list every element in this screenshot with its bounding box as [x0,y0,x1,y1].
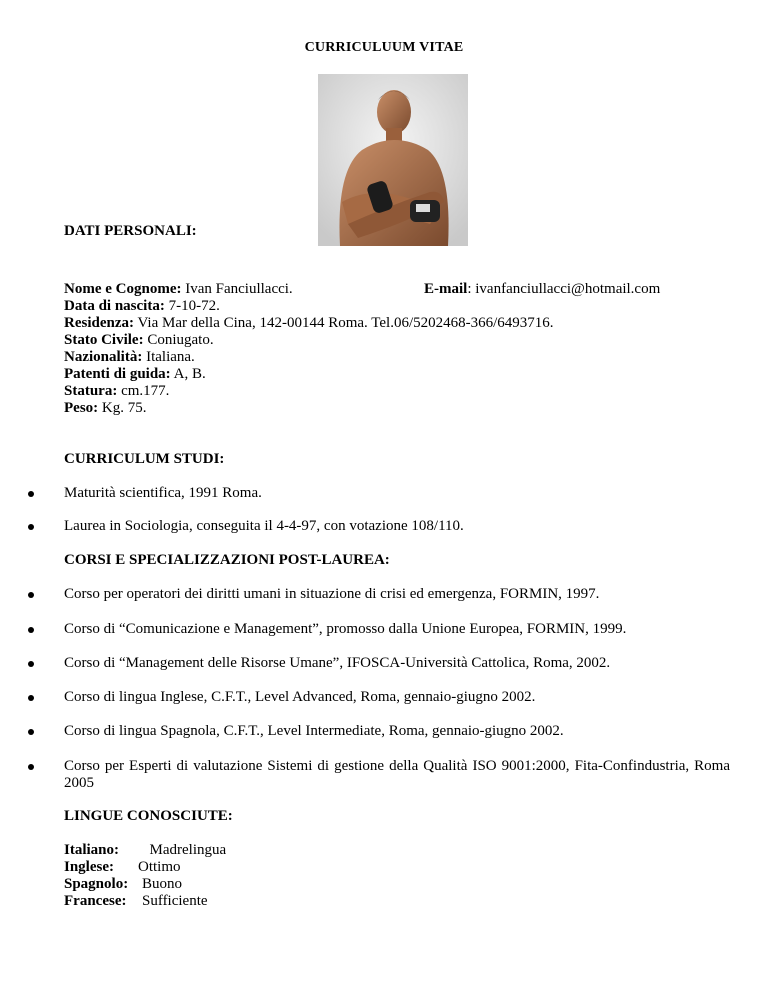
bullet-icon [28,729,34,735]
courses-heading: CORSI E SPECIALIZZAZIONI POST-LAUREA: [64,552,390,568]
list-item [26,485,730,502]
birth-value: 7-10-72. [164,298,220,314]
language-level: Sufficiente [142,893,208,909]
civil-status-label: Stato Civile: [64,332,144,348]
license-line [64,366,206,383]
email-value: : ivanfanciullacci@hotmail.com [467,281,661,297]
course-item: Corso di “Management delle Risorse Umane”, IFOSCA-Università Cattolica, Roma, 2002. [64,655,611,671]
birth-label: Data di nascita: [64,298,165,314]
bullet-icon [28,524,34,530]
birth-line [64,298,220,315]
nationality-value: Italiana. [142,349,195,365]
bullet-icon [28,661,34,667]
document-title: CURRICULUUM VITAE [304,40,464,55]
language-level: Ottimo [138,859,181,875]
course-item: Corso di lingua Spagnola, C.F.T., Level Intermediate, Roma, gennaio-giugno 2002. [64,723,564,739]
language-row [64,876,182,893]
bullet-icon [28,695,34,701]
study-item: Maturità scientifica, 1991 Roma. [64,485,262,501]
course-item: Corso di “Comunicazione e Management”, promosso dalla Unione Europea, FORMIN, 1999. [64,621,627,637]
height-line [64,383,169,400]
language-name: Spagnolo: [64,876,129,892]
name-label: Nome e Cognome: [64,281,182,297]
list-item [26,518,730,535]
list-item [26,586,730,603]
bullet-icon [28,491,34,497]
list-item [26,723,730,740]
languages-heading: LINGUE CONOSCIUTE: [64,808,233,824]
list-item [26,655,730,672]
bullet-icon [28,627,34,633]
language-name: Italiano: [64,842,120,858]
personal-data-heading: DATI PERSONALI: [64,223,197,239]
list-item [26,758,730,792]
weight-line [64,400,147,417]
email-line [424,281,660,298]
list-item [26,689,730,706]
profile-photo [318,74,468,246]
language-level: Buono [142,876,183,892]
bullet-icon [28,764,34,770]
language-name: Francese: [64,893,127,909]
course-item: Corso di lingua Inglese, C.F.T., Level Advanced, Roma, gennaio-giugno 2002. [64,689,536,705]
course-item: Corso per operatori dei diritti umani in situazione di crisi ed emergenza, FORMIN, 1997. [64,586,600,602]
residence-value: Via Mar della Cina, 142-00144 Roma. Tel.06/5202468-366/6493716. [134,315,554,331]
study-item: Laurea in Sociologia, conseguita il 4-4-97, con votazione 108/110. [64,518,464,534]
email-label: E-mail [424,281,468,297]
civil-status-line [64,332,214,349]
weight-value: Kg. 75. [98,400,147,416]
language-level: Madrelingua [142,842,227,858]
language-row [64,859,181,876]
height-value: cm.177. [117,383,170,399]
list-item [26,621,730,638]
language-row [64,842,226,859]
bullet-icon [28,592,34,598]
language-name: Inglese: [64,859,114,875]
nationality-label: Nazionalità: [64,349,143,365]
height-label: Statura: [64,383,118,399]
profile-photo-image [318,74,468,246]
studies-heading: CURRICULUM STUDI: [64,451,225,467]
nationality-line [64,349,195,366]
weight-label: Peso: [64,400,99,416]
residence-line [64,315,554,332]
name-value: Ivan Fanciullacci. [181,281,293,297]
license-label: Patenti di guida: [64,366,171,382]
name-line [64,281,293,298]
civil-status-value: Coniugato. [143,332,214,348]
course-item: Corso per Esperti di valutazione Sistemi di gestione della Qualità ISO 9001:2000, Fita-Confindustria, Roma 2005 [64,758,730,791]
language-row [64,893,208,910]
license-value: A, B. [170,366,206,382]
residence-label: Residenza: [64,315,134,331]
